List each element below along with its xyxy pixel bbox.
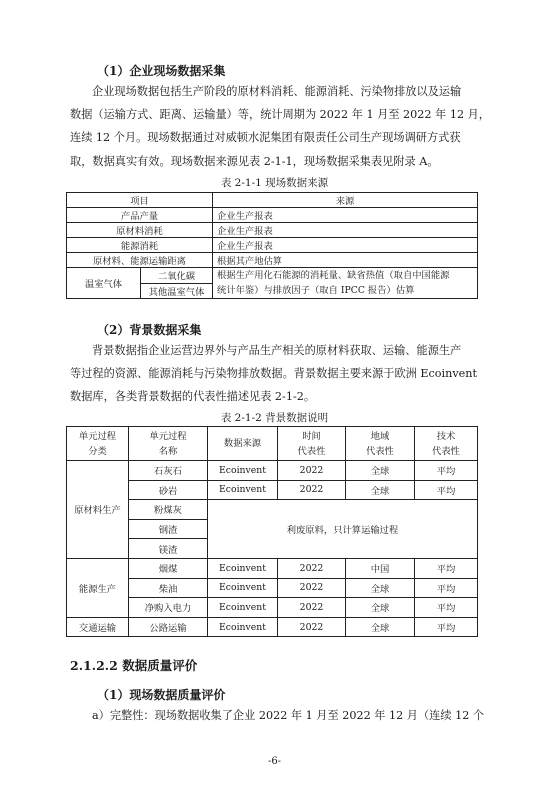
table-cell: 粉煤灰 bbox=[129, 500, 208, 520]
section-heading-data-quality: 2.1.2.2 数据质量评价 bbox=[70, 658, 198, 673]
field-data-source-table bbox=[66, 192, 478, 299]
table-cell: 利废原料，只计算运输过程 bbox=[208, 500, 478, 559]
column-header bbox=[67, 427, 129, 461]
header-line: 分类 bbox=[88, 445, 107, 457]
table-cell: Ecoinvent bbox=[208, 617, 278, 637]
table-cell: Ecoinvent bbox=[208, 480, 278, 500]
table-cell: 砂岩 bbox=[129, 480, 208, 500]
table-cell: 全球 bbox=[346, 598, 415, 618]
table-header-row bbox=[67, 427, 478, 461]
table-cell: 平均 bbox=[415, 578, 478, 598]
table-row bbox=[67, 223, 478, 238]
header-line: 名称 bbox=[158, 445, 178, 457]
header-line: 技术 bbox=[436, 430, 456, 442]
page-number: -6- bbox=[267, 756, 282, 767]
table-cell: 原材料消耗 bbox=[67, 223, 213, 238]
table-cell: 交通运输 bbox=[67, 617, 129, 637]
table-cell: 全球 bbox=[346, 461, 415, 481]
table-cell: 平均 bbox=[415, 617, 478, 637]
paragraph-line: 企业现场数据包括生产阶段的原材料消耗、能源消耗、污染物排放以及运输 bbox=[92, 85, 462, 98]
table-row bbox=[67, 558, 478, 578]
table-cell: 二氧化碳 bbox=[141, 268, 213, 284]
column-header: 来源 bbox=[213, 193, 478, 208]
table-cell: 净购入电力 bbox=[129, 598, 208, 618]
table-cell: 温室气体 bbox=[67, 268, 141, 299]
table-row bbox=[67, 480, 478, 500]
table-cell: 能源生产 bbox=[67, 558, 129, 617]
section-heading-background-data: （2）背景数据采集 bbox=[97, 323, 202, 337]
background-data-table bbox=[66, 426, 478, 637]
note-line: 根据生产用化石能源的消耗量、缺省热值（取自中国能源 bbox=[217, 270, 450, 281]
paragraph-field-data bbox=[70, 80, 490, 173]
paragraph-line: 取，数据真实有效。现场数据来源见表 2-1-1，现场数据采集表见附录 A。 bbox=[70, 154, 439, 168]
table-cell: 平均 bbox=[415, 480, 478, 500]
note-line: 统计年鉴）与排放因子（取自 IPCC 报告）估算 bbox=[217, 285, 415, 296]
subsection-heading-field-quality: （1）现场数据质量评价 bbox=[97, 688, 226, 702]
header-line: 代表性 bbox=[297, 445, 326, 457]
paragraph-line: 连续 12 个月。现场数据通过对威顿水泥集团有限责任公司生产现场调研方式获 bbox=[70, 131, 461, 145]
column-header: 项目 bbox=[67, 193, 213, 208]
header-line: 时间 bbox=[302, 430, 321, 442]
table-row bbox=[67, 268, 478, 284]
table-cell: 2022 bbox=[278, 558, 346, 578]
paragraph-line: 等过程的资源、能源消耗与污染物排放数据。背景数据主要来源于欧洲 Ecoinvent bbox=[70, 367, 477, 381]
paragraph-line: 背景数据指企业运营边界外与产品生产相关的原材料获取、运输、能源生产 bbox=[92, 344, 462, 357]
table-cell: 钢渣 bbox=[129, 519, 208, 539]
table-cell bbox=[213, 268, 478, 299]
header-line: 代表性 bbox=[432, 445, 460, 457]
table-cell: 平均 bbox=[415, 461, 478, 481]
table-cell: 企业生产报表 bbox=[213, 223, 478, 238]
header-line: 代表性 bbox=[366, 445, 394, 457]
table-cell: 企业生产报表 bbox=[213, 208, 478, 223]
table-caption: 表 2-1-2 背景数据说明 bbox=[220, 412, 329, 424]
table-row bbox=[67, 598, 478, 618]
column-header: 数据来源 bbox=[208, 427, 278, 461]
table-cell: Ecoinvent bbox=[208, 578, 278, 598]
table-caption: 表 2-1-1 现场数据来源 bbox=[220, 177, 329, 189]
table-row bbox=[67, 500, 478, 520]
paragraph-line: 数据（运输方式、距离、运输量）等，统计周期为 2022 年 1 月至 2022 年 12 月， bbox=[70, 108, 490, 122]
table-cell: 2022 bbox=[278, 617, 346, 637]
table-cell: 镁渣 bbox=[129, 539, 208, 559]
paragraph-line: a）完整性：现场数据收集了企业 2022 年 1 月至 2022 年 12 月（连续 12 个 bbox=[92, 709, 485, 722]
column-header bbox=[278, 427, 346, 461]
table-cell: 全球 bbox=[346, 480, 415, 500]
table-cell: 2022 bbox=[278, 480, 346, 500]
table-row bbox=[67, 253, 478, 268]
table-cell: Ecoinvent bbox=[208, 461, 278, 481]
table-row bbox=[67, 578, 478, 598]
column-header bbox=[129, 427, 208, 461]
table-cell: 原材料、能源运输距离 bbox=[67, 253, 213, 268]
table-cell: 2022 bbox=[278, 598, 346, 618]
table-cell: 产品产量 bbox=[67, 208, 213, 223]
table-row bbox=[67, 238, 478, 253]
table-cell: 全球 bbox=[346, 617, 415, 637]
table-cell: 石灰石 bbox=[129, 461, 208, 481]
header-line: 单元过程 bbox=[78, 430, 117, 442]
table-row bbox=[67, 208, 478, 223]
paragraph-completeness bbox=[70, 704, 485, 727]
table-cell: 全球 bbox=[346, 578, 415, 598]
paragraph-line: 数据库，各类背景数据的代表性描述见表 2-1-2。 bbox=[70, 390, 316, 404]
table-cell: 柴油 bbox=[129, 578, 208, 598]
table-cell: 中国 bbox=[346, 558, 415, 578]
table-cell: Ecoinvent bbox=[208, 598, 278, 618]
table-header-row bbox=[67, 193, 478, 208]
table-cell: 其他温室气体 bbox=[141, 283, 213, 299]
table-cell: 2022 bbox=[278, 461, 346, 481]
table-row bbox=[67, 461, 478, 481]
table-cell: 2022 bbox=[278, 578, 346, 598]
table-cell: 企业生产报表 bbox=[213, 238, 478, 253]
section-heading-field-data: （1）企业现场数据采集 bbox=[97, 64, 226, 78]
paragraph-background-data bbox=[70, 339, 480, 409]
header-line: 地域 bbox=[370, 430, 390, 442]
table-cell: 能源消耗 bbox=[67, 238, 213, 253]
table-cell: 公路运输 bbox=[129, 617, 208, 637]
table-cell: 原材料生产 bbox=[67, 461, 129, 559]
table-cell: Ecoinvent bbox=[208, 558, 278, 578]
table-row bbox=[67, 617, 478, 637]
column-header bbox=[415, 427, 478, 461]
column-header bbox=[346, 427, 415, 461]
table-cell: 平均 bbox=[415, 598, 478, 618]
table-cell: 根据其产地估算 bbox=[213, 253, 478, 268]
table-cell: 平均 bbox=[415, 558, 478, 578]
table-cell: 烟煤 bbox=[129, 558, 208, 578]
header-line: 单元过程 bbox=[149, 430, 187, 442]
